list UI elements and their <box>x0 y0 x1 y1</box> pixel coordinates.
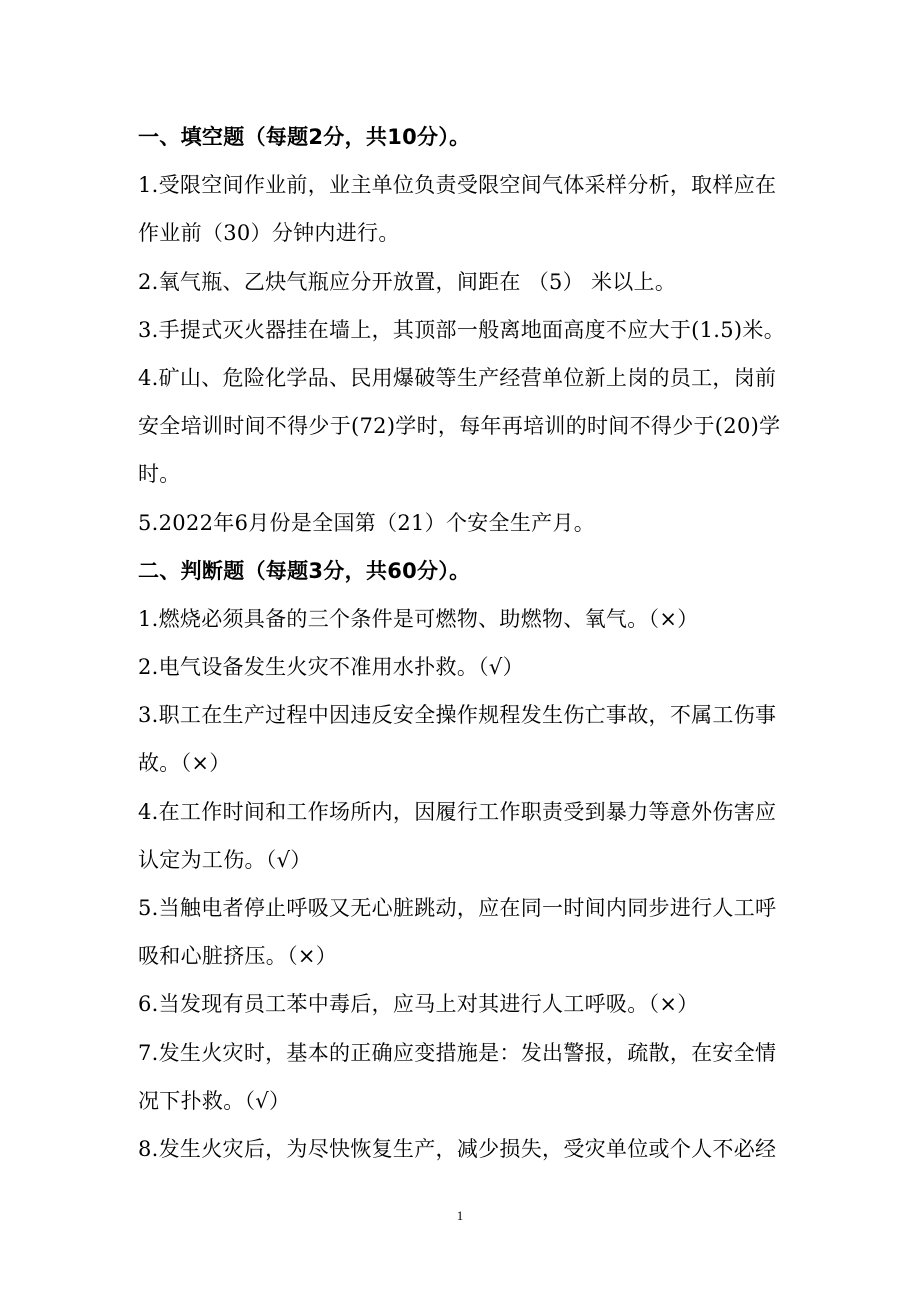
section-heading-true-false: 二、判断题（每题3分，共60分）。 <box>138 558 471 583</box>
true-false-line-1: 1.燃烧必须具备的三个条件是可燃物、助燃物、氧气。（×） <box>138 606 699 631</box>
true-false-line-4: 故。（×） <box>138 751 231 776</box>
fill-in-line-5: 4.矿山、危险化学品、民用爆破等生产经营单位新上岗的员工，岗前 <box>138 365 777 390</box>
fill-in-line-1: 1.受限空间作业前，业主单位负责受限空间气体采样分析，取样应在 <box>138 173 777 198</box>
true-false-line-11: 况下扑救。（√） <box>138 1088 291 1113</box>
fill-in-line-7: 时。 <box>138 462 181 487</box>
true-false-line-8: 吸和心脏挤压。（×） <box>138 944 338 969</box>
true-false-line-10: 7.发生火灾时，基本的正确应变措施是：发出警报，疏散，在安全情 <box>138 1040 777 1065</box>
document-body <box>138 113 788 1173</box>
page-number: 1 <box>456 1208 464 1223</box>
true-false-line-5: 4.在工作时间和工作场所内，因履行工作职责受到暴力等意外伤害应 <box>138 799 777 824</box>
fill-in-line-6: 安全培训时间不得少于(72)学时，每年再培训的时间不得少于(20)学 <box>138 414 781 439</box>
true-false-line-2: 2.电气设备发生火灾不准用水扑救。（√） <box>138 655 524 680</box>
true-false-line-12: 8.发生火灾后，为尽快恢复生产，减少损失，受灾单位或个人不必经 <box>138 1136 777 1161</box>
true-false-line-3: 3.职工在生产过程中因违反安全操作规程发生伤亡事故，不属工伤事 <box>138 703 777 728</box>
fill-in-line-2: 作业前（30）分钟内进行。 <box>138 221 400 246</box>
true-false-line-6: 认定为工伤。（√） <box>138 847 312 872</box>
true-false-line-7: 5.当触电者停止呼吸又无心脏跳动，应在同一时间内同步进行人工呼 <box>138 896 777 920</box>
true-false-line-9: 6.当发现有员工苯中毒后，应马上对其进行人工呼吸。（×） <box>138 992 699 1017</box>
section-heading-fill-in: 一、填空题（每题2分，共10分）。 <box>138 125 471 149</box>
fill-in-line-4: 3.手提式灭火器挂在墙上，其顶部一般离地面高度不应大于(1.5)米。 <box>138 317 786 342</box>
fill-in-line-8: 5.2022年6月份是全国第（21）个安全生产月。 <box>138 510 596 535</box>
fill-in-line-3: 2.氧气瓶、乙炔气瓶应分开放置，间距在 （5） 米以上。 <box>138 269 677 294</box>
